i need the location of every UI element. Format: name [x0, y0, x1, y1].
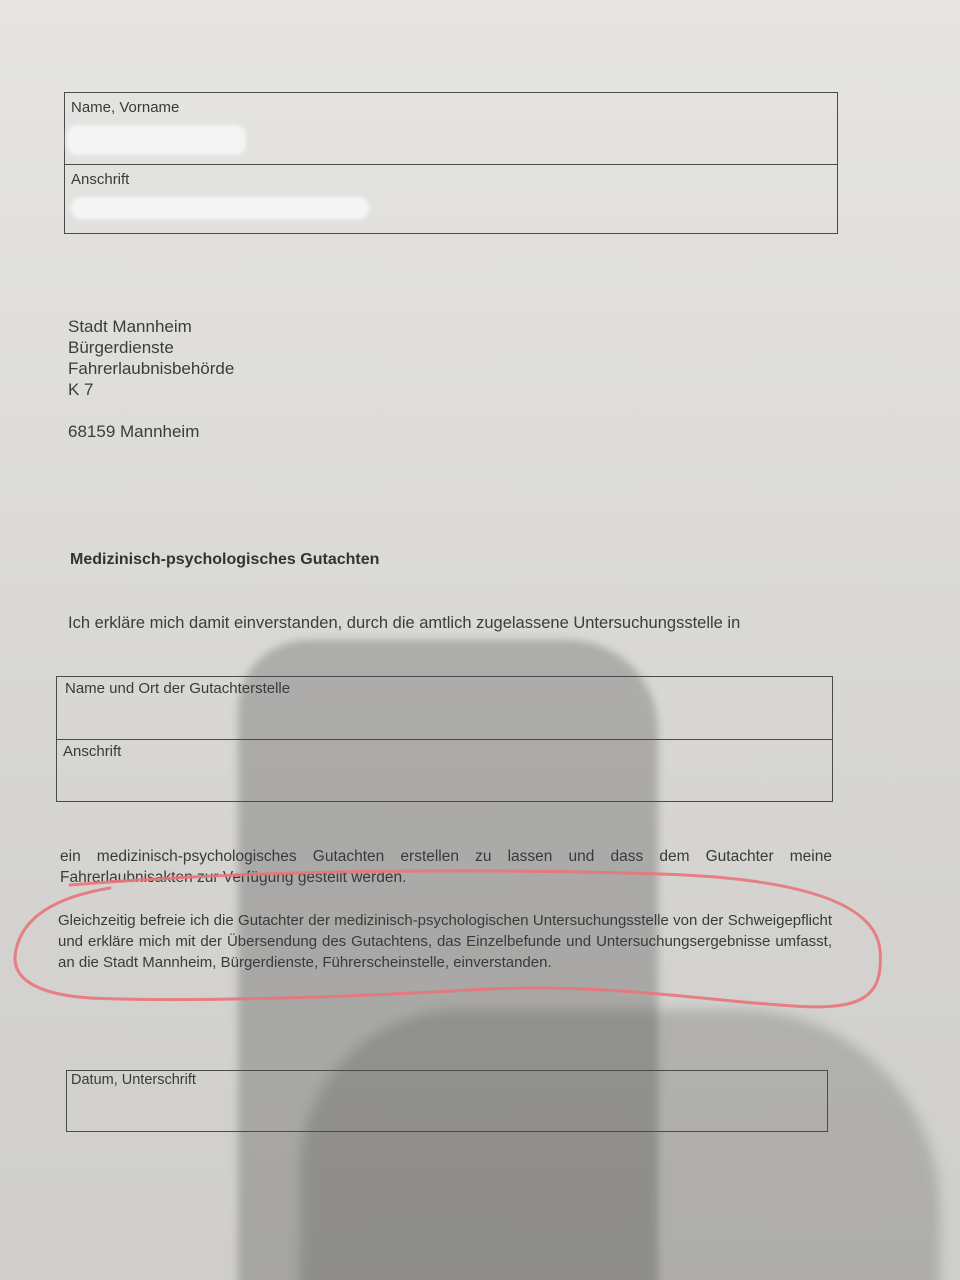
address-cell[interactable] — [65, 164, 837, 234]
recipient-line — [68, 400, 234, 421]
assessor-name-label: Name und Ort der Gutachterstelle — [65, 680, 291, 697]
redacted-address — [73, 199, 367, 217]
recipient-line: Fahrerlaubnisbehörde — [68, 359, 235, 378]
name-label: Name, Vorname — [71, 99, 180, 116]
recipient-line: 68159 Mannheim — [68, 422, 200, 441]
recipient-line: K 7 — [68, 380, 94, 399]
confidentiality-paragraph: Gleichzeitig befreie ich die Gutachter der medizinisch-psychologischen Untersuchungsstelle von der Schweigepflicht und erkläre mich mit der Übersendung des Gutachtens, das Einzelbefunde und Untersuchungsergebnisse umfasst, an die Stadt Mannheim, Bürgerdienste, Führerscheinstelle, einverstanden. — [58, 912, 832, 971]
address-label: Anschrift — [71, 171, 130, 188]
signature-label: Datum, Unterschrift — [71, 1072, 196, 1088]
recipient-line: Stadt Mannheim — [68, 317, 192, 336]
assessor-address-label: Anschrift — [63, 743, 122, 760]
recipient-line: Bürgerdienste — [68, 338, 174, 357]
signature-box[interactable] — [66, 1070, 828, 1132]
recipient-address — [68, 316, 234, 442]
assessor-name-cell[interactable] — [57, 677, 832, 739]
assessor-address-cell[interactable] — [57, 739, 832, 802]
document-title: Medizinisch-psychologisches Gutachten — [70, 551, 380, 568]
redacted-name — [69, 127, 244, 153]
applicant-box — [64, 92, 838, 234]
assessor-box — [56, 676, 833, 802]
name-cell[interactable] — [65, 93, 837, 164]
consent-paragraph: ein medizinisch-psychologisches Gutachten erstellen zu lassen und dass dem Gutachter meine Fahrerlaubnisakten zur Verfügung gestellt werden. — [60, 848, 832, 886]
hand-shadow-lower — [300, 1010, 940, 1280]
intro-text: Ich erkläre mich damit einverstanden, durch die amtlich zugelassene Untersuchungsstelle in — [68, 614, 741, 632]
